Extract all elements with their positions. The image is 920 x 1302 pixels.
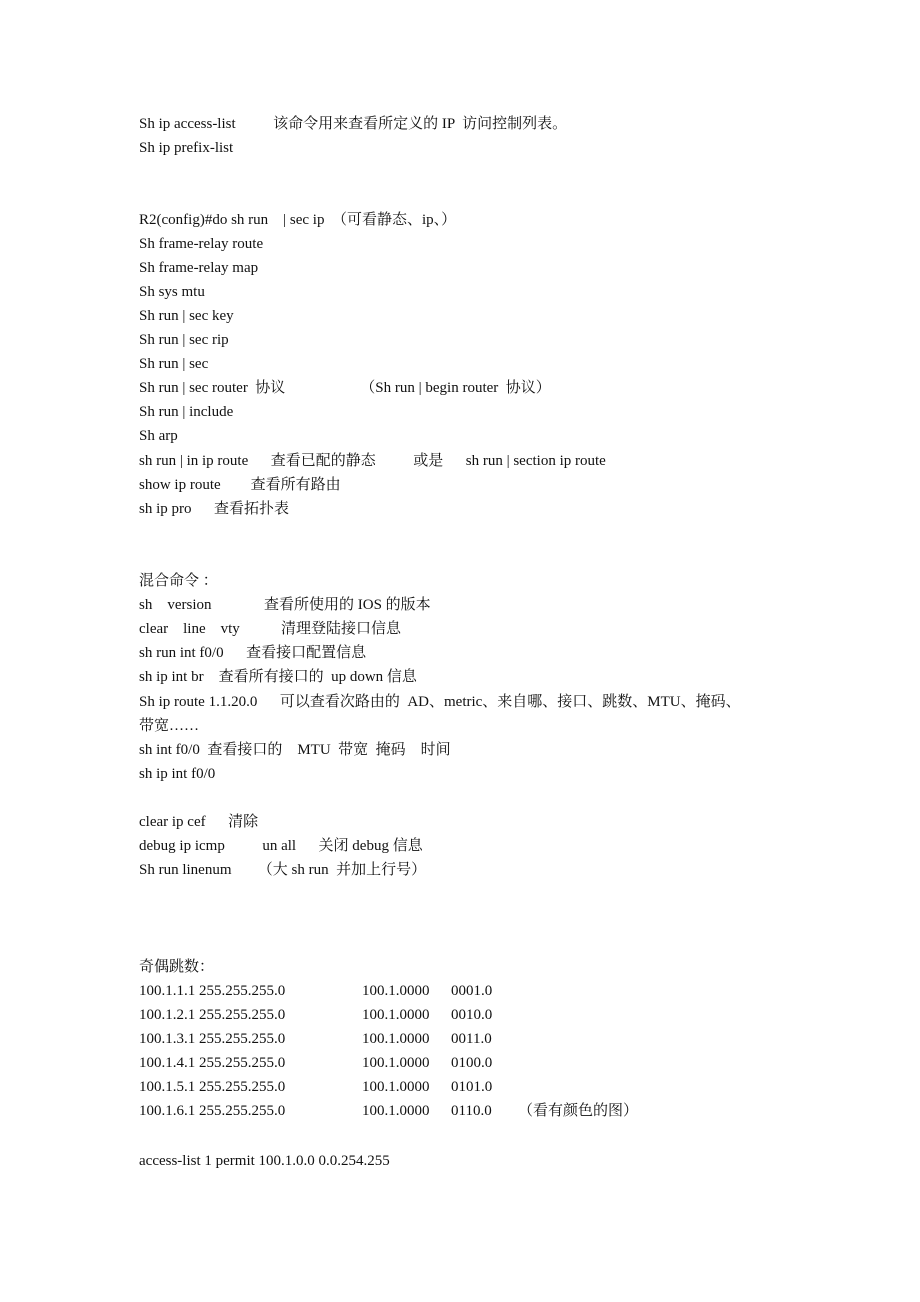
binary-cell: 0010.0 — [451, 1007, 493, 1023]
address-cell: 100.1.6.1 255.255.255.0 — [139, 1103, 286, 1119]
address-cell: 100.1.4.1 255.255.255.0 — [139, 1055, 286, 1071]
text-line: Sh run | sec router 协议 （Sh run | begin router 协议） — [139, 380, 551, 396]
text-line: sh ip pro 查看拓扑表 — [139, 501, 290, 517]
text-line: Sh ip access-list 该命令用来查看所定义的 IP 访问控制列表。 — [139, 116, 568, 132]
network-cell: 100.1.0000 — [362, 1103, 430, 1119]
network-cell: 100.1.0000 — [362, 983, 430, 999]
text-line: show ip route 查看所有路由 — [139, 477, 341, 493]
text-line: Sh run | include — [139, 404, 234, 420]
network-cell: 100.1.0000 — [362, 1007, 430, 1023]
text-line: Sh run | sec — [139, 356, 209, 372]
address-cell: 100.1.1.1 255.255.255.0 — [139, 983, 286, 999]
binary-cell: 0001.0 — [451, 983, 493, 999]
binary-cell: 0100.0 — [451, 1055, 493, 1071]
text-line: clear line vty 清理登陆接口信息 — [139, 621, 402, 637]
address-cell: 100.1.2.1 255.255.255.0 — [139, 1007, 286, 1023]
text-line: debug ip icmp un all 关闭 debug 信息 — [139, 838, 423, 854]
text-line: sh ip int br 查看所有接口的 up down 信息 — [139, 669, 417, 685]
text-line: Sh ip prefix-list — [139, 140, 234, 156]
text-line: Sh run | sec rip — [139, 332, 229, 348]
text-line: clear ip cef 清除 — [139, 814, 259, 830]
text-line: sh ip int f0/0 — [139, 766, 216, 782]
text-line: access-list 1 permit 100.1.0.0 0.0.254.255 — [139, 1153, 390, 1169]
address-cell: 100.1.5.1 255.255.255.0 — [139, 1079, 286, 1095]
address-cell: 100.1.3.1 255.255.255.0 — [139, 1031, 286, 1047]
text-line: sh run int f0/0 查看接口配置信息 — [139, 645, 367, 661]
text-line: Sh run linenum （大 sh run 并加上行号） — [139, 862, 427, 878]
text-line: sh version 查看所使用的 IOS 的版本 — [139, 597, 431, 613]
note-cell: （看有颜色的图） — [518, 1103, 639, 1119]
binary-cell: 0101.0 — [451, 1079, 493, 1095]
text-line: 带宽…… — [139, 718, 200, 734]
text-line: Sh frame-relay map — [139, 260, 259, 276]
text-line: sh int f0/0 查看接口的 MTU 带宽 掩码 时间 — [139, 742, 451, 758]
text-line: Sh run | sec key — [139, 308, 234, 324]
text-line: Sh frame-relay route — [139, 236, 264, 252]
binary-cell: 0011.0 — [451, 1031, 492, 1047]
network-cell: 100.1.0000 — [362, 1055, 430, 1071]
text-line: Sh arp — [139, 428, 178, 444]
binary-cell: 0110.0 — [451, 1103, 492, 1119]
text-line: Sh ip route 1.1.20.0 可以查看次路由的 AD、metric、来自哪、接口、跳数、MTU、掩码、 — [139, 694, 741, 710]
text-line: Sh sys mtu — [139, 284, 205, 300]
text-line: sh run | in ip route 查看已配的静态 或是 sh run | section ip route — [139, 453, 606, 469]
section-heading: 混合命令 ： — [139, 573, 218, 589]
text-line: R2(config)#do sh run | sec ip （可看静态、ip、） — [139, 212, 457, 228]
section-heading: 奇偶跳数： — [139, 959, 215, 975]
network-cell: 100.1.0000 — [362, 1031, 430, 1047]
network-cell: 100.1.0000 — [362, 1079, 430, 1095]
